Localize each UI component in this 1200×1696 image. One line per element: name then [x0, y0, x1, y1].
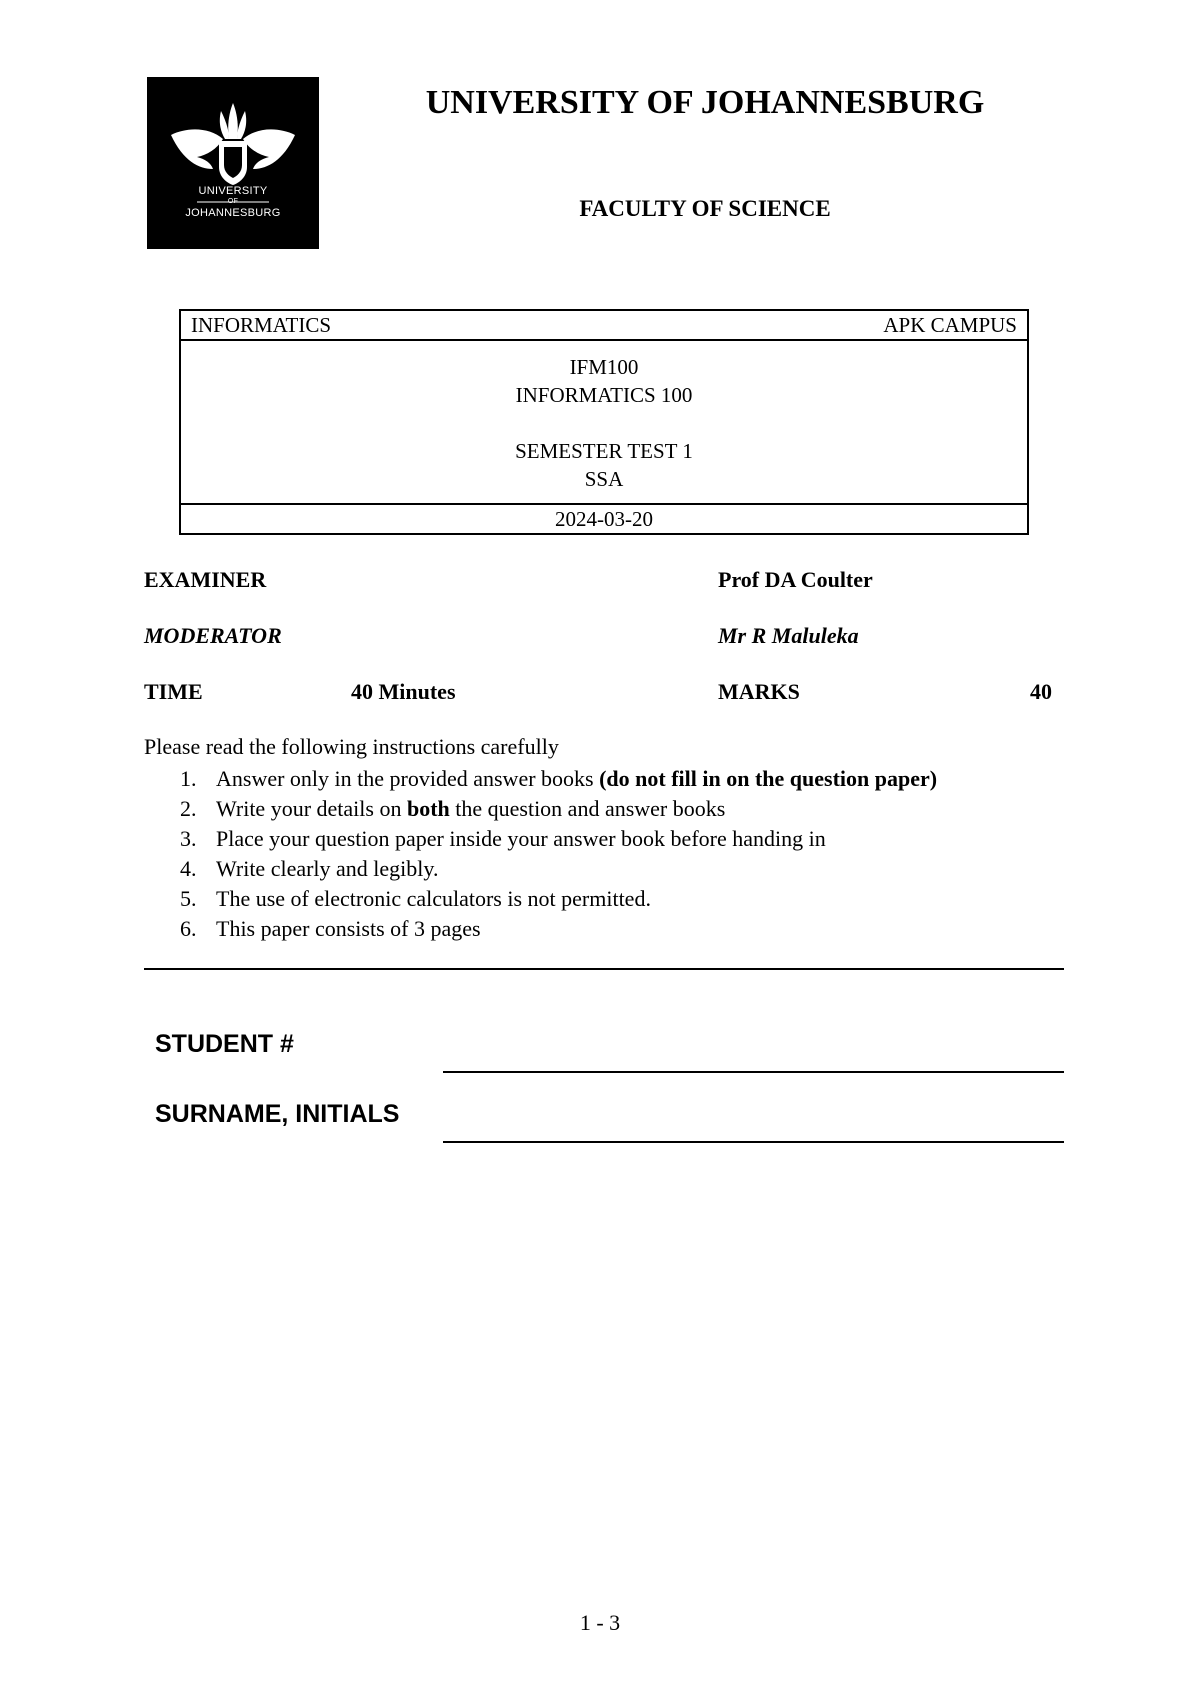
faculty-title: FACULTY OF SCIENCE — [579, 196, 831, 221]
moderator-label: MODERATOR — [144, 623, 282, 648]
list-item: 5. The use of electronic calculators is not permitted. — [180, 886, 651, 911]
university-logo — [147, 77, 319, 249]
course-code: IFM100 — [569, 355, 639, 379]
marks-label: MARKS — [718, 679, 800, 704]
logo-text-line1: UNIVERSITY — [198, 185, 268, 197]
time-value: 40 Minutes — [351, 679, 456, 704]
department-label: INFORMATICS — [191, 313, 332, 337]
logo-text-line2: OF — [227, 198, 239, 205]
list-item: 6. This paper consists of 3 pages — [180, 916, 481, 941]
logo-text-line3: JOHANNESBURG — [185, 207, 281, 219]
list-item: 1. Answer only in the provided answer books (do not fill in on the question paper) — [180, 766, 938, 791]
list-item: 4. Write clearly and legibly. — [180, 856, 439, 881]
course-info-box — [179, 309, 1029, 535]
assessment-date: 2024-03-20 — [181, 503, 1027, 533]
course-box-header — [181, 311, 1027, 341]
university-title: UNIVERSITY OF JOHANNESBURG — [425, 84, 985, 121]
student-number-label: STUDENT # — [155, 1030, 294, 1058]
assessment-opportunity: SSA — [584, 467, 624, 491]
assessment-name: SEMESTER TEST 1 — [515, 439, 693, 463]
moderator-value: Mr R Maluleka — [718, 623, 859, 648]
page-number: 1 - 3 — [579, 1610, 621, 1635]
campus-label: APK CAMPUS — [883, 313, 1017, 337]
course-box-body — [181, 341, 1027, 493]
time-label: TIME — [144, 679, 203, 704]
student-number-field[interactable] — [443, 1071, 1064, 1073]
examiner-value: Prof DA Coulter — [718, 567, 873, 592]
surname-initials-field[interactable] — [443, 1141, 1064, 1143]
surname-initials-label: SURNAME, INITIALS — [155, 1100, 400, 1128]
examiner-label: EXAMINER — [144, 567, 267, 592]
course-name: INFORMATICS 100 — [515, 383, 693, 407]
instructions-list — [144, 764, 937, 944]
list-item: 2. Write your details on both the question and answer books — [180, 796, 726, 821]
marks-value: 40 — [1030, 679, 1052, 704]
instructions-intro: Please read the following instructions carefully — [144, 734, 559, 759]
university-crest-icon — [147, 77, 319, 249]
section-divider — [144, 968, 1064, 970]
list-item: 3. Place your question paper inside your answer book before handing in — [180, 826, 826, 851]
